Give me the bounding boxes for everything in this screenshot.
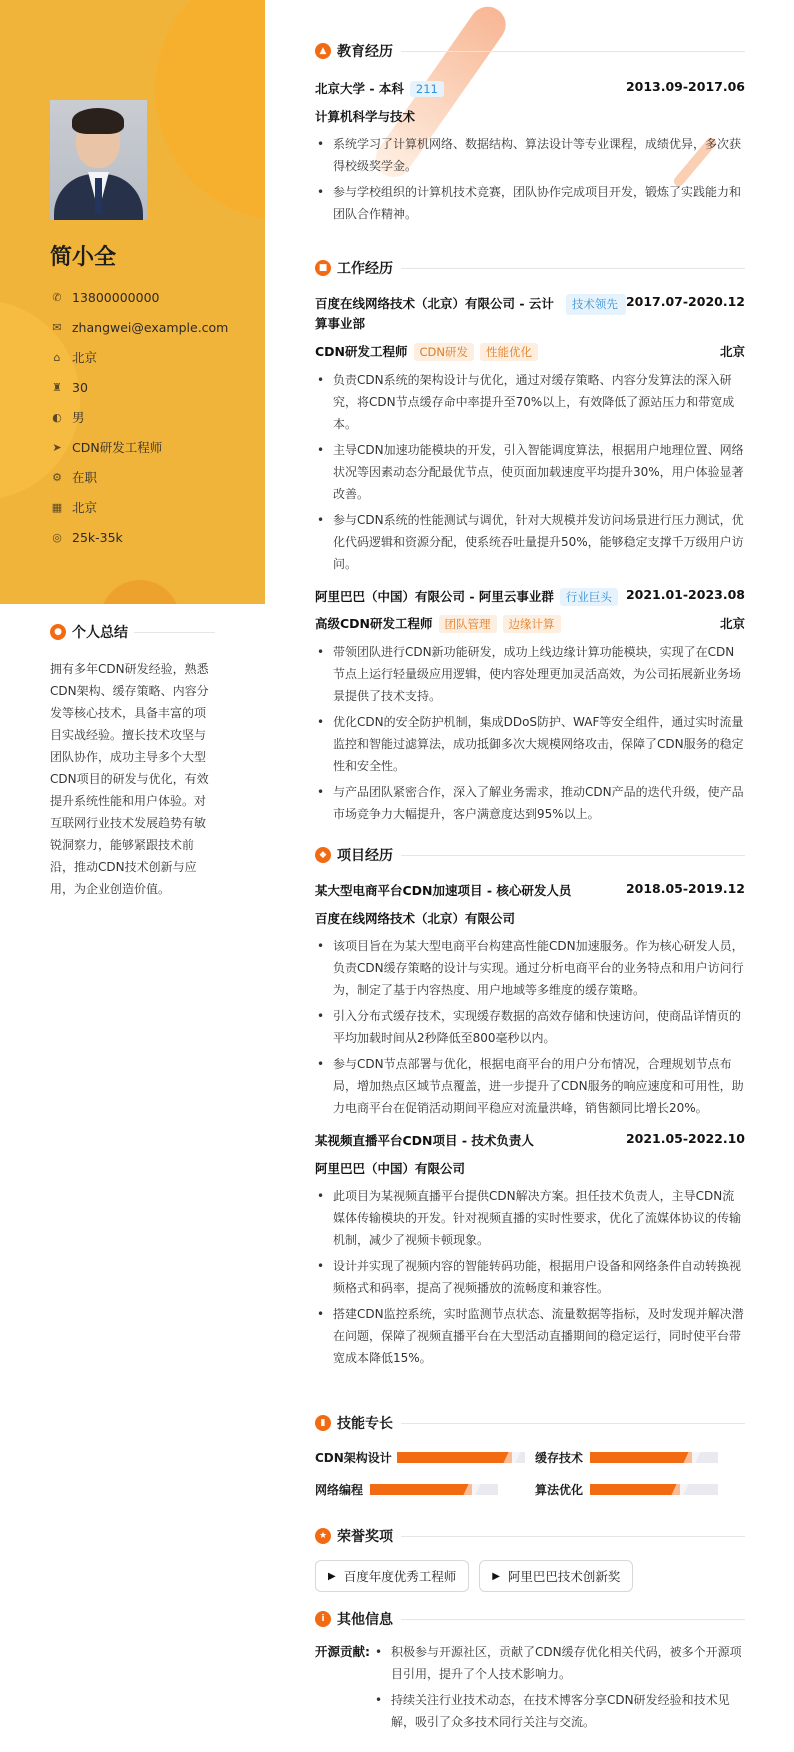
job-city: 北京 <box>719 344 745 359</box>
project-date: 2021.05-2022.10 <box>625 1131 745 1146</box>
project-entry <box>315 881 745 1119</box>
awards-heading: ★ 荣誉奖项 <box>315 1526 745 1546</box>
summary-heading: ● 个人总结 <box>50 622 215 642</box>
list-item: • 持续关注行业技术动态，在技术博客分享CDN研发经验和技术见解，吸引了众多技术同行关注与交流。 <box>373 1689 745 1733</box>
info-icon: i <box>315 1611 331 1627</box>
play-icon: ▶ <box>328 1570 336 1582</box>
work-section <box>315 258 745 829</box>
education-bullets <box>315 133 745 225</box>
list-item: • 积极参与开源社区，贡献了CDN缓存优化相关代码，被多个开源项目引用，提升了个人技术影响力。 <box>373 1641 745 1685</box>
skill-item: 网络编程 <box>315 1479 535 1499</box>
job-bullets <box>315 641 745 825</box>
skills-section <box>315 1413 745 1499</box>
skills-heading: ▮ 技能专长 <box>315 1413 745 1433</box>
list-item: • 主导CDN加速功能模块的开发，引入智能调度算法，根据用户地理位置、网络状况等因素动态分配最优节点，使页面加载速度平均提升30%，用户体验显著改善。 <box>315 439 745 505</box>
education-major: 计算机科学与技术 <box>315 109 416 124</box>
sidebar <box>0 0 265 1752</box>
job-role: CDN研发工程师 <box>315 344 408 359</box>
info-status: ⚙ 在职 <box>50 462 228 492</box>
job-company: 百度在线网络技术（北京）有限公司 - 云计算事业部 <box>315 296 554 331</box>
project-entry <box>315 1131 745 1369</box>
job-date: 2017.07-2020.12 <box>625 294 745 309</box>
contact-info-list <box>50 282 228 552</box>
project-name: 某大型电商平台CDN加速项目 - 核心研发人员 <box>315 883 572 898</box>
list-item: • 优化CDN的安全防护机制，集成DDoS防护、WAF等安全组件，通过实时流量监控和智能过滤算法，成功抵御多次大规模网络攻击，保障了CDN服务的稳定性和安全性。 <box>315 711 745 777</box>
play-icon: ▶ <box>492 1570 500 1582</box>
list-item: • 此项目为某视频直播平台提供CDN解决方案。担任技术负责人，主导CDN流媒体传输模块的开发。针对视频直播的实时性要求，优化了流媒体协议的传输机制，减少了视频卡顿现象。 <box>315 1185 745 1251</box>
graduation-cap-icon: ▲ <box>315 43 331 59</box>
project-bullets <box>315 935 745 1119</box>
education-section <box>315 41 745 229</box>
job-entry <box>315 294 745 575</box>
list-item: • 带领团队进行CDN新功能研发，成功上线边缘计算功能模块，实现了在CDN节点上运行轻量级应用逻辑，使内容处理更加灵活高效，为公司拓展新业务场景提供了技术支持。 <box>315 641 745 707</box>
award-icon: ★ <box>315 1528 331 1544</box>
skill-item: CDN架构设计 <box>315 1447 535 1467</box>
summary-text: 拥有多年CDN研发经验，熟悉CDN架构、缓存策略、内容分发等核心技术，具备丰富的项目实战经验。擅长技术攻坚与团队协作，成功主导多个大型CDN项目的研发与优化，有效提升系统性能和用户体验。对互联网行业技术发展趋势有敏锐洞察力，能够紧跟技术前沿，推动CDN技术创新与应用，为企业创造价值。 <box>50 662 209 896</box>
project-company: 百度在线网络技术（北京）有限公司 <box>315 911 516 926</box>
award-item: ▶ 百度年度优秀工程师 <box>315 1560 469 1592</box>
job-city: 北京 <box>719 616 745 631</box>
info-age: ♜ 30 <box>50 372 228 402</box>
info-position: ➤ CDN研发工程师 <box>50 432 228 462</box>
company-tag: 技术领先 <box>566 294 626 315</box>
projects-section <box>315 845 745 1373</box>
briefcase-icon: ■ <box>315 260 331 276</box>
skill-level-bar <box>590 1452 692 1463</box>
project-date: 2018.05-2019.12 <box>625 881 745 896</box>
info-target-city: ▦ 北京 <box>51 500 98 515</box>
info-salary: ◎ 25k-35k <box>50 522 228 552</box>
gender-icon: ◐ <box>52 410 62 424</box>
list-item: • 搭建CDN监控系统，实时监测节点状态、流量数据等指标，及时发现并解决潜在问题，保障了视频直播平台在大型活动直播期间的稳定运行，同时使平台带宽成本降低15%。 <box>315 1303 745 1369</box>
project-bullets <box>315 1185 745 1369</box>
user-icon: ● <box>50 624 66 640</box>
education-date: 2013.09-2017.06 <box>625 79 745 94</box>
job-company: 阿里巴巴（中国）有限公司 - 阿里云事业群 <box>315 589 554 604</box>
job-entry <box>315 587 745 825</box>
info-email: ✉ zhangwei@example.com <box>50 312 228 342</box>
list-item: • 引入分布式缓存技术，实现缓存数据的高效存储和快速访问，使商品详情页的平均加载时间从2秒降低至800毫秒以内。 <box>315 1005 745 1049</box>
list-item: • 与产品团队紧密合作，深入了解业务需求，推动CDN产品的迭代升级，使产品市场竞争力大幅提升，客户满意度达到95%以上。 <box>315 781 745 825</box>
job-role: 高级CDN研发工程师 <box>315 616 433 631</box>
home-icon: ⌂ <box>53 350 61 364</box>
send-icon: ➤ <box>52 440 62 454</box>
skill-level-bar <box>590 1484 680 1495</box>
skill-tag: 团队管理 <box>439 615 497 633</box>
mail-icon: ✉ <box>52 320 62 334</box>
list-item: • 该项目旨在为某大型电商平台构建高性能CDN加速服务。作为核心研发人员，负责CDN缓存策略的设计与实现。通过分析电商平台的业务特点和用户访问行为，制定了基于内容热度、用户地域等多维度的缓存策略。 <box>315 935 745 1001</box>
info-phone: ✆ 13800000000 <box>50 282 228 312</box>
job-date: 2021.01-2023.08 <box>625 587 745 602</box>
list-item: • 参与CDN系统的性能测试与调优，针对大规模并发访问场景进行压力测试，优化代码逻辑和资源分配，使系统吞吐量提升50%，能够稳定支撑千万级用户访问。 <box>315 509 745 575</box>
school-name: 北京大学 - 本科 <box>315 81 404 96</box>
education-heading: ▲ 教育经历 <box>315 41 745 61</box>
chart-icon: ▮ <box>315 1415 331 1431</box>
job-bullets <box>315 369 745 575</box>
awards-section <box>315 1526 745 1592</box>
info-location: ⌂ 北京 <box>50 342 228 372</box>
list-item: • 设计并实现了视频内容的智能转码功能，根据用户设备和网络条件自动转换视频格式和码率，提高了视频播放的流畅度和兼容性。 <box>315 1255 745 1299</box>
skill-level-bar <box>397 1452 512 1463</box>
info-gender: ◐ 男 <box>50 402 228 432</box>
school-tag: 211 <box>410 81 444 97</box>
award-item: ▶ 阿里巴巴技术创新奖 <box>479 1560 633 1592</box>
projects-heading: ◆ 项目经历 <box>315 845 745 865</box>
list-item: • 参与学校组织的计算机技术竞赛，团队协作完成项目开发，锻炼了实践能力和团队合作精神。 <box>315 181 745 225</box>
cake-icon: ♜ <box>52 380 62 394</box>
folder-icon: ◆ <box>315 847 331 863</box>
candidate-name: 简小全 <box>50 245 117 270</box>
work-heading: ■ 工作经历 <box>315 258 745 278</box>
other-bullets <box>373 1641 745 1737</box>
skill-tag: CDN研发 <box>414 343 475 361</box>
coin-icon: ◎ <box>52 530 62 544</box>
list-item: • 系统学习了计算机网络、数据结构、算法设计等专业课程，成绩优异，多次获得校级奖学金。 <box>315 133 745 177</box>
skill-item: 算法优化 <box>535 1479 718 1499</box>
project-company: 阿里巴巴（中国）有限公司 <box>315 1161 466 1176</box>
skill-tag: 边缘计算 <box>503 615 561 633</box>
building-icon: ▦ <box>51 500 63 514</box>
skill-tag: 性能优化 <box>480 343 538 361</box>
profile-photo <box>50 100 147 220</box>
education-row <box>315 79 745 97</box>
other-heading: i 其他信息 <box>315 1609 745 1629</box>
other-section <box>315 1609 745 1737</box>
project-name: 某视频直播平台CDN项目 - 技术负责人 <box>315 1133 534 1148</box>
list-item: • 负责CDN系统的架构设计与优化，通过对缓存策略、内容分发算法的深入研究，将CDN节点缓存命中率提升至70%以上，有效降低了源站压力和带宽成本。 <box>315 369 745 435</box>
skill-level-bar <box>370 1484 472 1495</box>
phone-icon: ✆ <box>52 290 62 304</box>
gear-icon: ⚙ <box>52 470 62 484</box>
other-label: 开源贡献: <box>315 1644 370 1659</box>
list-item: • 参与CDN节点部署与优化，根据电商平台的用户分布情况，合理规划节点布局，增加热点区域节点覆盖，进一步提升了CDN服务的响应速度和可用性，助力电商平台在促销活动期间平稳应对流量洪峰，销售额同比增长20%。 <box>315 1053 745 1119</box>
company-tag: 行业巨头 <box>560 588 618 606</box>
skill-item: 缓存技术 <box>535 1447 718 1467</box>
